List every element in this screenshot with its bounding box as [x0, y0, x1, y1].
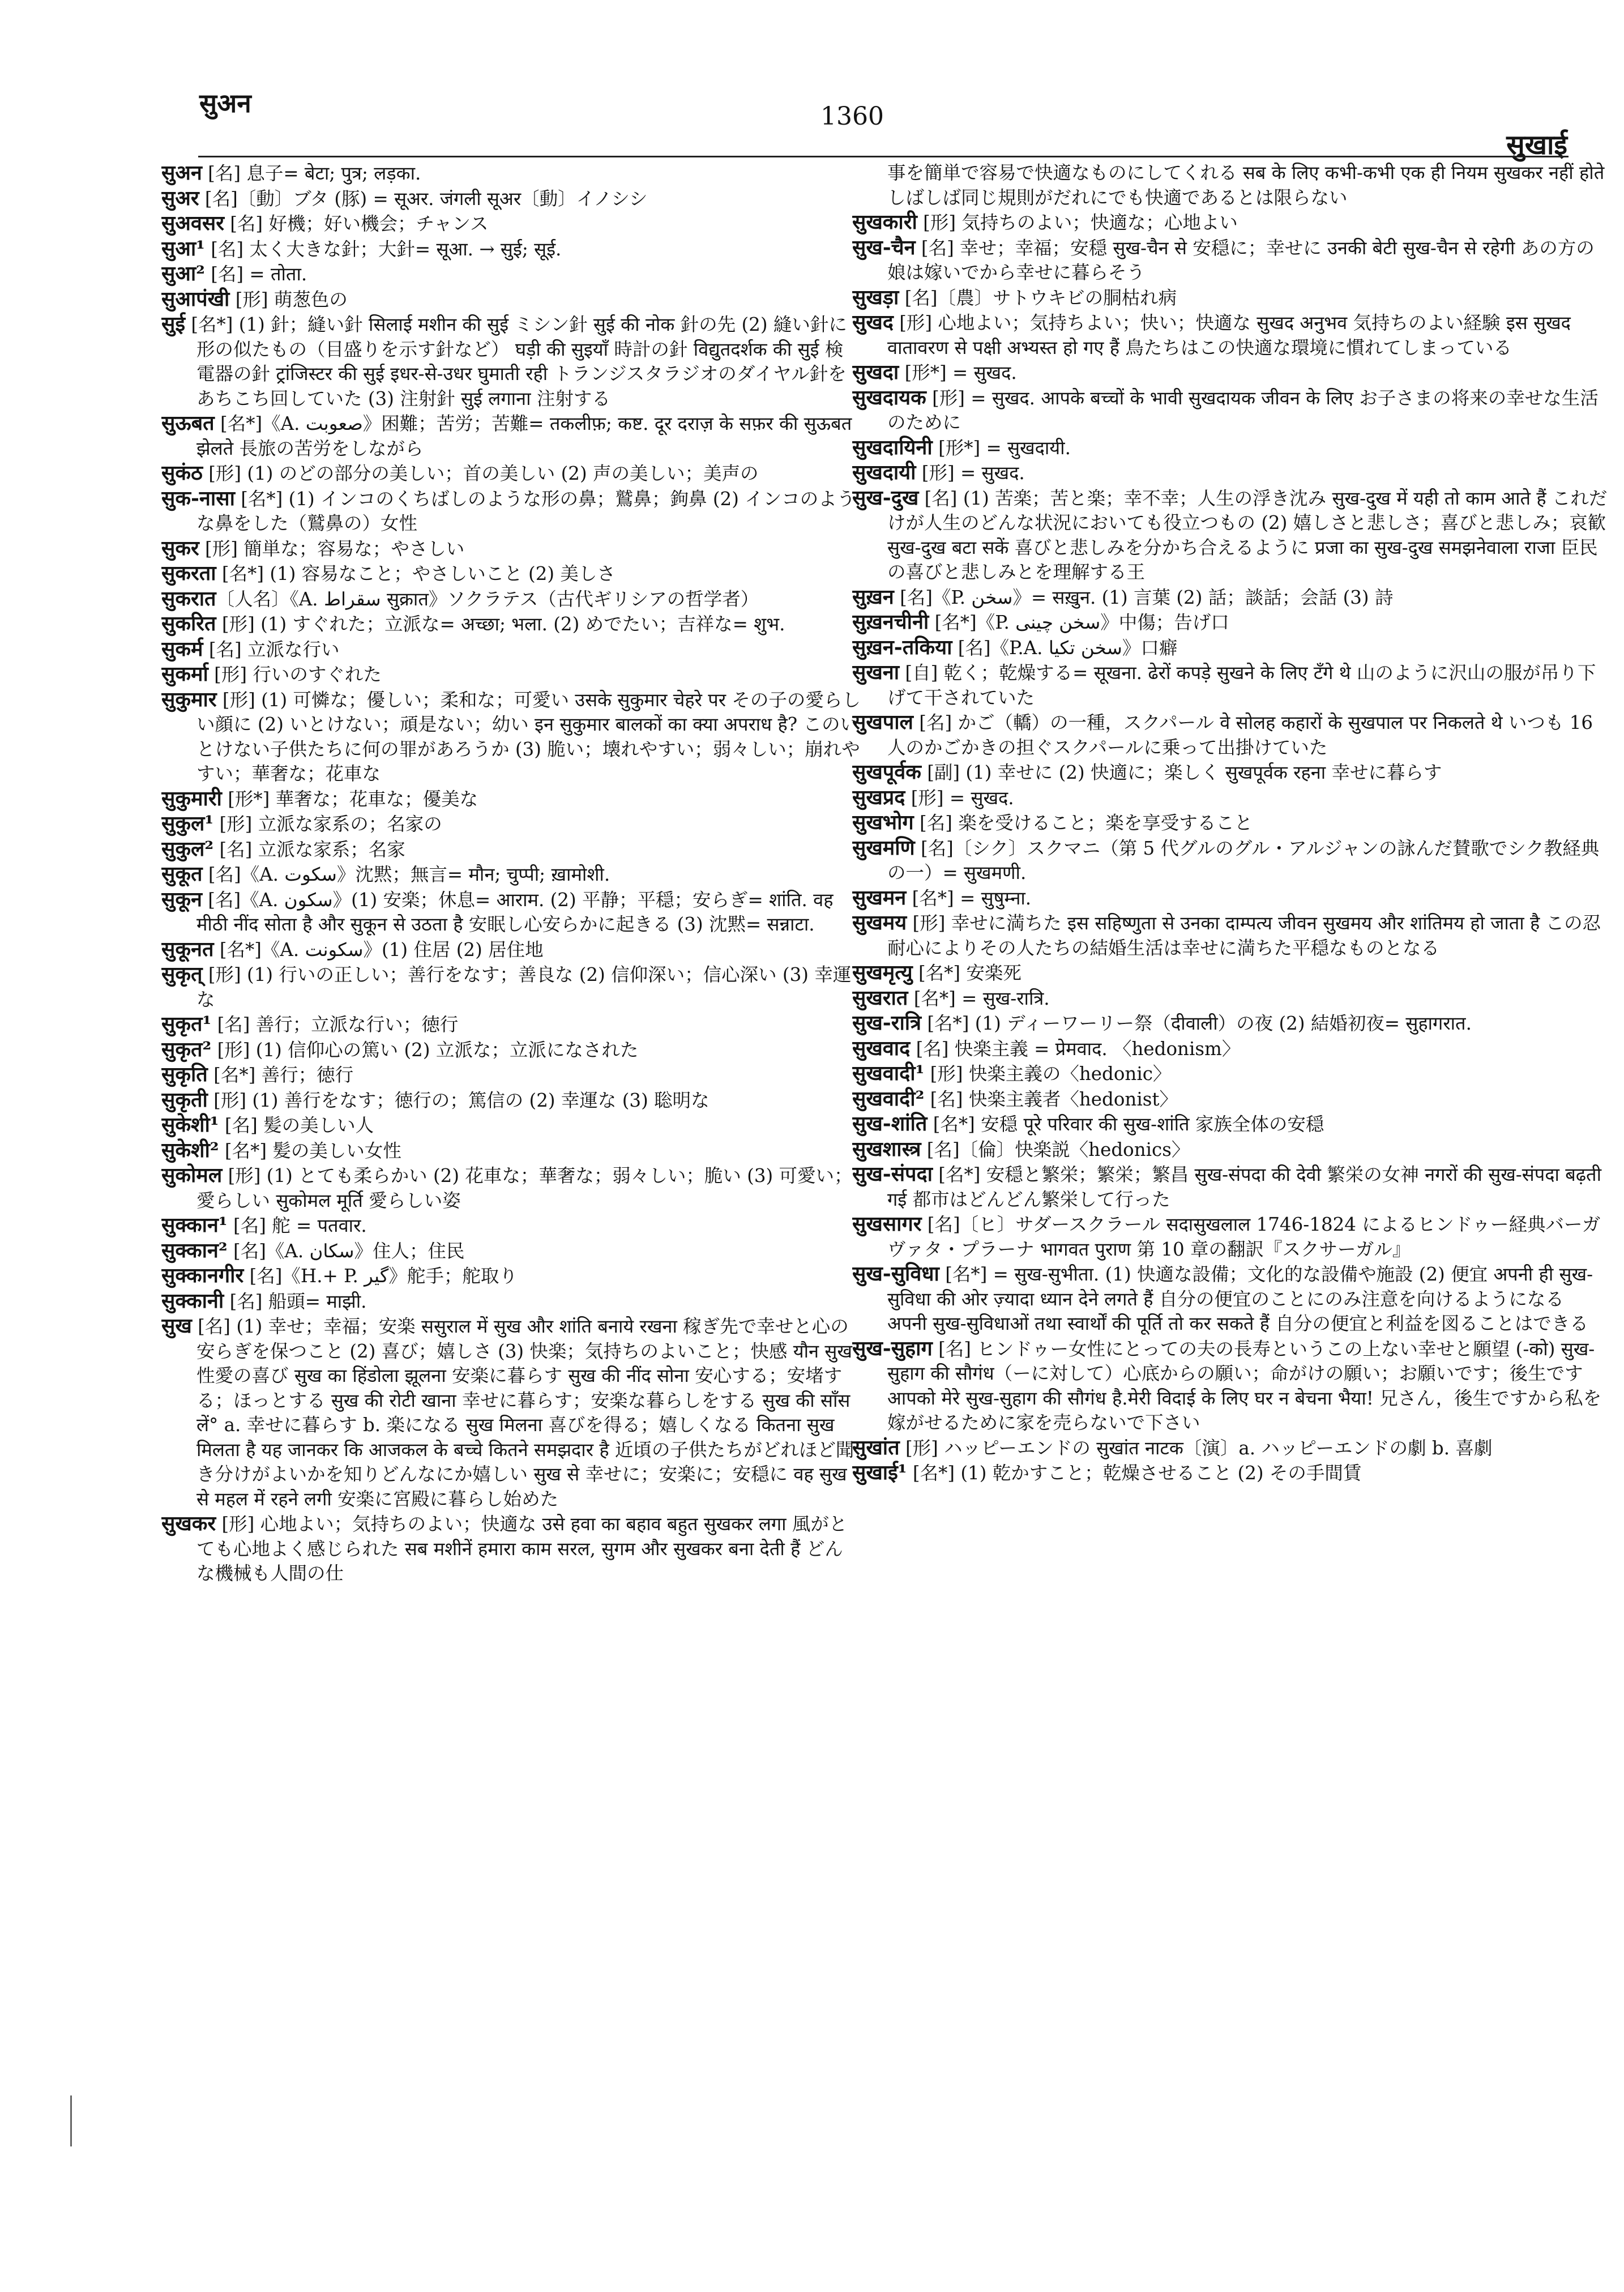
entry-headword: सुख-संपदा [852, 1162, 933, 1186]
dictionary-entry [161, 1314, 861, 1512]
entry-headword: सुआ² [161, 262, 205, 285]
entry-definition: [名*] = सुषुम्ना. [906, 887, 1032, 909]
dictionary-entry [161, 486, 861, 536]
dictionary-entry [852, 1461, 1608, 1486]
entry-headword: सुख-सुविधा [852, 1262, 939, 1286]
entry-headword: सुक्कान¹ [161, 1213, 228, 1237]
entry-headword: सुकरता [161, 561, 216, 585]
entry-headword: सुक्कानगीर [161, 1264, 244, 1287]
entry-headword: सुखसागर [852, 1212, 922, 1236]
dictionary-entry [852, 1262, 1608, 1337]
entry-headword: सुक-नासा [161, 486, 235, 510]
dictionary-entry [161, 587, 861, 612]
entry-headword: सुखदा [852, 360, 899, 384]
dictionary-entry [852, 1337, 1608, 1436]
entry-headword: सुकेशी² [161, 1138, 219, 1162]
entry-headword: सुखमृत्यु [852, 961, 913, 984]
entry-definition: [名*] (1) ディーワーリー祭（दीवाली）の夜 (2) 結婚初夜= सुहागरात. [921, 1013, 1472, 1034]
entry-definition: [名] = तोता. [204, 263, 307, 285]
entry-definition: [名] 幸せ；幸福；安穏 सुख-चैन से 安穏に；幸せに उनकी बेटी सुख-चैन से रहेगी あの方の娘は嫁いでから幸せに暮らそう [887, 237, 1595, 283]
entry-definition: [形] (1) とても柔らかい (2) 花車な；華奢な；弱々しい；脆い (3) 可愛い；愛らしい सुकोमल मूर्ति 愛らしい姿 [196, 1165, 853, 1211]
entry-definition: [形*] = सुखद. [899, 362, 1017, 383]
entry-definition: [名] かご（轎）の一種，スクパール वे सोलह कहारों के सुखपाल पर निकलते थे いつも 16 人のかごかきの担ぐスクパールに乗って出掛けていた [887, 712, 1593, 758]
entry-headword: सुखप्रद [852, 785, 905, 809]
entry-definition: [名] (1) 幸せ；幸福；安楽 ससुराल में सुख और शांति बनाये रखना 稼ぎ先で幸せと心の安らぎを保つこと (2) 喜び；嬉しさ (3) 快楽；気持ちのよいこと；快感 यौन सुख 性愛の喜び सुख का हिंडोला झूलना 安楽に暮らす सुख की नींद सोना 安心する；安堵する；ほっとする सुख की रोटी खाना 幸せに暮らす；安楽な暮らしをする सुख की साँस लें° a. 幸せに暮らす b. 楽になる सुख मिलना 喜びを得る；嬉しくなる कितना सुख मिलता है यह जानकर कि आजकल के बच्चे कितने समझदार है 近頃の子供たちがどれほど聞き分けがよいかを知りどんなにか嬉しい सुख से 幸せに；安楽に；安穏に वह सुख से महल में रहने लगी 安楽に宮殿に暮らし始めた [191, 1316, 854, 1510]
dictionary-entry [852, 810, 1608, 836]
dictionary-entry [161, 812, 861, 837]
right-column [852, 161, 1608, 2268]
dictionary-entry [852, 610, 1608, 635]
dictionary-entry [852, 986, 1608, 1011]
dictionary-entry [161, 1062, 861, 1088]
entry-headword: सुखाई¹ [852, 1461, 907, 1484]
dictionary-entry [852, 1112, 1608, 1137]
entry-definition: [形] 簡単な；容易な；やさしい [199, 537, 465, 560]
entry-definition: [名*] (1) インコのくちばしのような形の鼻；鷲鼻；鉤鼻 (2) インコのような鼻をした（鷲鼻の）女性 [196, 488, 856, 534]
entry-headword: सुकूनत [161, 937, 214, 961]
entry-definition: [名*] = सुख-रात्रि. [908, 987, 1050, 1009]
entry-definition: [名*] 善行；徳行 [207, 1064, 354, 1086]
running-head-right: सुखाई [1506, 129, 1567, 161]
dictionary-entry [852, 236, 1608, 285]
entry-definition: [名] 好機；好い機会；チャンス [224, 213, 489, 234]
entry-headword: सुखभोग [852, 810, 914, 834]
entry-definition: [形] 萌葱色の [229, 288, 348, 310]
entry-headword: सुखमणि [852, 835, 915, 860]
entry-headword: सुखदायी [852, 460, 916, 484]
entry-headword: सुकृत² [161, 1037, 212, 1061]
entry-definition: [名*] 髪の美しい女性 [219, 1139, 401, 1162]
entry-headword: सुकृत् [161, 962, 203, 986]
entry-headword: सुखदायिनी [852, 435, 933, 459]
entry-headword: सुखदायक [852, 385, 926, 409]
entry-definition: [名*] 安穏 पूरे परिवार की सुख-शांति 家族全体の安穏 [927, 1113, 1324, 1135]
entry-headword: सुखरात [852, 985, 908, 1010]
entry-definition: [名] 善行；立派な行い；徳行 [211, 1014, 459, 1035]
entry-headword: सुख [161, 1314, 192, 1338]
entry-headword: सुकृति [161, 1062, 208, 1086]
entry-definition: [名]〔動〕ブタ (豚) = सूअर. जंगली सूअर〔動〕イノシシ [199, 187, 648, 210]
dictionary-entry [852, 386, 1608, 436]
dictionary-entry [852, 1011, 1608, 1036]
dictionary-entry [161, 837, 861, 863]
dictionary-entry [161, 1239, 861, 1264]
dictionary-entry [852, 760, 1608, 786]
entry-definition: [名] 息子= बेटा; पुत्र; लड़का. [202, 163, 421, 184]
entry-definition: [形] 立派な家系の；名家の [213, 813, 442, 835]
entry-definition: [形] 快楽主義の〈hedonic〉 [924, 1063, 1172, 1085]
dictionary-entry [161, 186, 861, 212]
entry-headword: सुकरात [161, 586, 216, 611]
entry-definition: [名*]《A. سکونت》(1) 住居 (2) 居住地 [213, 938, 544, 961]
dictionary-entry [161, 237, 861, 262]
entry-definition: [形] 行いのすぐれた [208, 664, 382, 685]
entry-headword: सुखवादी² [852, 1086, 925, 1111]
entry-headword: सुकोमल [161, 1163, 223, 1187]
entry-definition: [形] (1) 可憐な；優しい；柔和な；可愛い उसके सुकुमार चेहरे पर その子の愛らしい顔に (2) いとけない；頑是ない；幼い इन सुकुमार बालकों का क्या अपराध है? このいとけない子供たちに何の罪があろうか (3) 脆い；壊れやすい；弱々しい；崩れやすい；華奢な；花車な [196, 689, 861, 784]
dictionary-entry [852, 635, 1608, 661]
dictionary-entry [852, 585, 1608, 611]
entry-headword: सुखमन [852, 885, 907, 910]
dictionary-entry [161, 862, 861, 887]
dictionary-entry [161, 688, 861, 787]
continued-entry-text: 事を簡単で容易で快適なものにしてくれる सब के लिए कभी-कभी एक ही नियम सुखकर नहीं होते しばしば同じ規則がだれにでも快適であるとは限らない [887, 162, 1605, 208]
entry-headword: सुकुल² [161, 836, 214, 861]
entry-headword: सुकूत [161, 862, 203, 886]
entry-headword: सुखशास्त्र [852, 1137, 921, 1161]
entry-headword: सुखद [852, 310, 894, 334]
entry-definition: [名]《A. سکون》(1) 安楽；休息= आराम. (2) 平静；平穏；安らぎ= शांति. वह मीठी नींद सोता है और सुकून से उठता है 安眠し心安らかに起きる (3) 沈黙= सन्नाटा. [196, 889, 834, 935]
entry-headword: सुख-सुहाग [852, 1336, 933, 1360]
entry-headword: सुऊबत [161, 411, 215, 435]
entry-definition: [名]〔農〕サトウキビの胴枯れ病 [899, 287, 1177, 309]
entry-headword: सुई [161, 312, 186, 336]
entry-headword: सुख-दुख [852, 485, 919, 510]
dictionary-entry [161, 962, 861, 1012]
entry-definition: [形] 幸せに満ちた इस सहिष्णुता से उनका दाम्पत्य जीवन सुखमय और शांतिमय हो जाता है この忍耐心によりその人たちの結婚生活は幸せに満ちた平穏なものとなる [887, 912, 1601, 959]
entry-definition: [形*] = सुखदायी. [932, 437, 1071, 459]
dictionary-entry [161, 262, 861, 287]
entry-headword: सुआ¹ [161, 236, 205, 261]
entry-definition: [名]〔ヒ〕サダースクラール सदासुखलाल 1746-1824 によるヒンドゥー経典バーガヴァタ・プラーナ भागवत पुराण 第 10 章の翻訳『スクサーガル』 [887, 1214, 1601, 1260]
dictionary-entry [852, 961, 1608, 986]
entry-definition: [形] (1) 行いの正しい；善行をなす；善良な (2) 信仰深い；信心深い (3) 幸運な [196, 964, 852, 1010]
entry-headword: सुखवादी¹ [852, 1061, 925, 1085]
dictionary-entry [161, 536, 861, 562]
entry-definition: 〔人名〕《A. سقراط सुक्रात》ソクラテス（古代ギリシアの哲学者） [216, 588, 759, 610]
dictionary-entry [852, 1036, 1608, 1062]
page-number: 1360 [820, 102, 884, 131]
entry-definition: [名]《A. سکان》住人；住民 [227, 1240, 465, 1262]
entry-headword: सुक्कान² [161, 1238, 228, 1262]
dictionary-entry [161, 1213, 861, 1239]
dictionary-entry [852, 1061, 1608, 1087]
dictionary-entry [161, 1138, 861, 1164]
entry-headword: सुखपूर्वक [852, 760, 921, 784]
dictionary-entry [852, 836, 1608, 886]
entry-definition: [形] 心地よい；気持ちのよい；快適な उसे हवा का बहाव बहुत सुखकर लगा 風がとても心地よく感じられた सब मशीनें हमारा काम सरल, सुगम और सुखकर बना देती हैं どんな機械も人間の仕 [196, 1513, 848, 1584]
entry-definition: [名] 髪の美しい人 [219, 1115, 374, 1136]
entry-definition: [形] = सुखद. [916, 462, 1025, 484]
dictionary-entry [161, 211, 861, 237]
dictionary-entry [852, 1212, 1608, 1262]
entry-definition: [名*] (1) 容易なこと；やさしいこと (2) 美しさ [216, 563, 616, 584]
entry-definition: [形] (1) のどの部分の美しい；首の美しい (2) 声の美しい；美声の [202, 463, 759, 484]
dictionary-entry [852, 786, 1608, 811]
dictionary-entry [161, 411, 861, 461]
entry-definition: [名] 楽を受けること；楽を享受すること [913, 812, 1253, 834]
entry-headword: सुकर्मा [161, 662, 208, 686]
entry-headword: सुकुमार [161, 687, 217, 711]
dictionary-entry [161, 637, 861, 663]
entry-headword: सुकृत¹ [161, 1012, 212, 1036]
dictionary-entry [161, 287, 861, 313]
dictionary-entry [161, 1113, 861, 1138]
entry-headword: सुअर [161, 186, 199, 210]
entry-definition: [名] 快楽主義 = प्रेमवाद. 〈hedonism〉 [910, 1038, 1241, 1060]
header-rule [198, 156, 1569, 157]
entry-definition: [名]《P.A. سخن تکیا》口癖 [952, 637, 1178, 659]
dictionary-entry [161, 612, 861, 637]
entry-definition: [名*] = सुख-सुभीता. (1) 快適な設備；文化的な設備や施設 (2) 便宜 अपनी ही सुख-सुविधा की ओर ज़्यादा ध्यान देने लगते हैं 自分の便宜のことにのみ注意を向けるようになる अपनी सुख-सुविधाओं तथा स्वार्थों की पूर्ति तो कर सकते हैं 自分の便宜と利益を図ることはできる [887, 1264, 1593, 1334]
entry-definition: [形] = सुखद. आपके बच्चों के भावी सुखदायक जीवन के लिए お子さまの将来の幸せな生活のために [887, 387, 1599, 433]
dictionary-entry [852, 660, 1608, 710]
dictionary-entry [161, 461, 861, 486]
entry-definition: [名] 船頭= माझी. [224, 1290, 367, 1312]
entry-definition: [形] = सुखद. [905, 787, 1014, 809]
dictionary-entry [852, 1087, 1608, 1112]
entry-headword: सुख-शांति [852, 1112, 928, 1136]
entry-headword: सुखड़ा [852, 285, 899, 309]
entry-headword: सुकुल¹ [161, 812, 214, 835]
dictionary-entry [161, 1012, 861, 1038]
dictionary-entry [852, 360, 1608, 386]
entry-headword: सुखवाद [852, 1036, 911, 1060]
entry-definition: [名]《P. سخن》= सख़ुन. (1) 言葉 (2) 話；談話；会話 (3) 詩 [894, 586, 1394, 608]
dictionary-entry [852, 486, 1608, 585]
dictionary-entry [161, 561, 861, 587]
entry-definition: [名]〔シク〕スクマニ（第 5 代グルのグル・アルジャンの詠んだ賛歌でシク教経典の一）= सुखमणी. [887, 837, 1600, 883]
dictionary-entry [161, 1038, 861, 1063]
margin-mark [70, 2095, 72, 2146]
entry-definition: [形] 心地よい；気持ちよい；快い；快適な सुखद अनुभव 気持ちのよい経験 इस सुखद वातावरण से पक्षी अभ्यस्त हो गए हैं 鳥たちはこの快適な環境に慣れてしまっている [887, 312, 1571, 358]
entry-definition: [名*] 安楽死 [912, 962, 1022, 984]
entry-definition: [形] (1) すぐれた；立派な= अच्छा; भला. (2) めでたい；吉祥な= शुभ. [216, 613, 785, 635]
entry-headword: सुखना [852, 660, 900, 684]
entry-definition: [形] (1) 善行をなす；徳行の；篤信の (2) 幸運な (3) 聡明な [207, 1089, 710, 1111]
dictionary-entry [852, 460, 1608, 486]
entry-definition: [形] ハッピーエンドの सुखांत नाटक〔演〕a. ハッピーエンドの劇 b. 喜劇 [899, 1437, 1493, 1459]
entry-headword: सुअवसर [161, 211, 224, 235]
dictionary-entry [161, 1088, 861, 1113]
entry-headword: सुखपाल [852, 710, 913, 734]
entry-definition: [名] 舵 = पतवार. [227, 1215, 367, 1236]
entry-definition: [形*] 華奢な；花車な；優美な [221, 788, 478, 810]
entry-headword: सुकंठ [161, 461, 203, 485]
entry-definition: [自] 乾く；乾燥する= सूखना. ढेरों कपड़े सुखने के लिए टँगे थे 山のように沢山の服が吊り下げて干されていた [887, 662, 1596, 708]
dictionary-entry [161, 161, 861, 186]
entry-definition: [副] (1) 幸せに (2) 快適に；楽しく सुखपूर्वक रहना 幸せに暮らす [921, 762, 1442, 783]
dictionary-entry [161, 787, 861, 812]
entry-headword: सुख़नचीनी [852, 610, 929, 634]
dictionary-entry [852, 911, 1608, 961]
entry-headword: सुखांत [852, 1435, 900, 1459]
dictionary-entry [852, 1436, 1608, 1461]
entry-definition: [形] 気持ちのよい；快適な；心地よい [917, 212, 1238, 233]
dictionary-entry [161, 1264, 861, 1289]
dictionary-entry [852, 710, 1608, 760]
entry-definition: [名]〔倫〕快楽説〈hedonics〉 [921, 1138, 1190, 1160]
dictionary-entry [161, 1289, 861, 1314]
entry-headword: सुकर्म [161, 637, 203, 661]
entry-definition: [名] 快楽主義者〈hedonist〉 [924, 1088, 1178, 1110]
entry-headword: सुख-रात्रि [852, 1011, 921, 1035]
entry-headword: सुख़न-तकिया [852, 635, 952, 659]
entry-definition: [名]《H.+ P. گیر》舵手；舵取り [243, 1265, 518, 1287]
dictionary-entry [852, 886, 1608, 911]
entry-definition: [名] (1) 苦楽；苦と楽；幸不幸；人生の浮き沈み सुख-दुख में यही तो काम आते हैं これだけが人生のどんな状況においても役立つもの (2) 嬉しさと悲しさ；喜びと悲しみ；哀歓 सुख-दुख बटा सकें 喜びと悲しみを分かち合えるように प्रजा का सुख-दुख समझनेवाला राजा 臣民の喜びと悲しみとを理解する王 [887, 487, 1608, 583]
entry-headword: सुखमय [852, 911, 907, 934]
dictionary-entry [161, 1163, 861, 1213]
entry-headword: सुखकारी [852, 210, 917, 234]
dictionary-entry [161, 1512, 861, 1586]
entry-definition: [名*] (1) 針；縫い針 सिलाई मशीन की सुई ミシン針 सुई की नोक 針の先 (2) 縫い針に形の似たもの（目盛りを示す針など） घड़ी की सुइयाँ 時計の針 विद्युतदर्शक की सुई 検電器の針 ट्रांजिस्टर की सुई इधर-से-उधर घुमाती रही トランジスタラジオのダイヤル針をあちこち回していた (3) 注射針 सुई लगाना 注射する [185, 314, 847, 409]
dictionary-entry [852, 285, 1608, 311]
entry-headword: सुखकर [161, 1512, 216, 1535]
entry-headword: सुक्कानी [161, 1288, 224, 1313]
entry-definition: [名] 立派な行い [203, 638, 340, 660]
dictionary-entry [852, 1162, 1608, 1212]
entry-headword: सुख-चैन [852, 235, 916, 259]
entry-definition: [名*]《P. سخن چینی》中傷；告げ口 [929, 612, 1229, 633]
entry-headword: सुआपंखी [161, 287, 230, 311]
entry-definition: [名]《A. سکوت》沈黙；無言= मौन; चुप्पी; ख़ामोशी. [202, 864, 610, 885]
left-column [161, 161, 861, 2268]
dictionary-entry [161, 937, 861, 963]
entry-headword: सुकृती [161, 1087, 208, 1112]
entry-headword: सुकरित [161, 612, 216, 635]
entry-headword: सुकर [161, 536, 199, 560]
entry-definition: [名] ヒンドゥー女性にとっての夫の長寿というこの上ない幸せと願望 (-को) सुख-सुहाग की सौगंध（ーに対して）心底からの願い；命がけの願い；お願いです；後生です आपको मेरे सुख-सुहाग की सौगंध है.मेरी विदाई के लिए घर न बेचना भैया! 兄さん，後生ですから私を嫁がせるために家を売らないで下さい [887, 1338, 1602, 1433]
entry-headword: सुकून [161, 887, 202, 911]
dictionary-entry [161, 312, 861, 411]
entry-headword: सुख़न [852, 584, 894, 609]
running-head-left: सुअन [199, 88, 251, 118]
dictionary-entry [852, 210, 1608, 236]
entry-definition: [名] 太く大きな針；大針= सूआ. → सुई; सूई. [204, 238, 562, 260]
entry-definition: [名] 立派な家系；名家 [213, 838, 405, 860]
dictionary-entry [852, 310, 1608, 360]
entry-definition: [名*]《A. صعوبت》困難；苦労；苦難= तकलीफ़; कष्ट. दूर दराज़ के सफ़र की सुऊबत झेलते 長旅の苦労をしながら [196, 413, 852, 459]
entry-headword: सुअन [161, 161, 202, 185]
entry-headword: सुकेशी¹ [161, 1113, 219, 1137]
entry-headword: सुकुमारी [161, 786, 222, 810]
entry-definition: [名*] (1) 乾かすこと；乾燥させること (2) その手間賃 [907, 1462, 1362, 1484]
dictionary-entry [161, 662, 861, 688]
entry-definition: [形] (1) 信仰心の篤い (2) 立派な；立派になされた [211, 1039, 639, 1061]
dictionary-entry [852, 1137, 1608, 1163]
entry-definition: [名*] 安穏と繁栄；繁栄；繁昌 सुख-संपदा की देवी 繁栄の女神 नगरों की सुख-संपदा बढ़ती गई 都市はどんどん繁栄して行った [887, 1164, 1601, 1210]
dictionary-entry [852, 436, 1608, 461]
dictionary-entry [161, 887, 861, 937]
